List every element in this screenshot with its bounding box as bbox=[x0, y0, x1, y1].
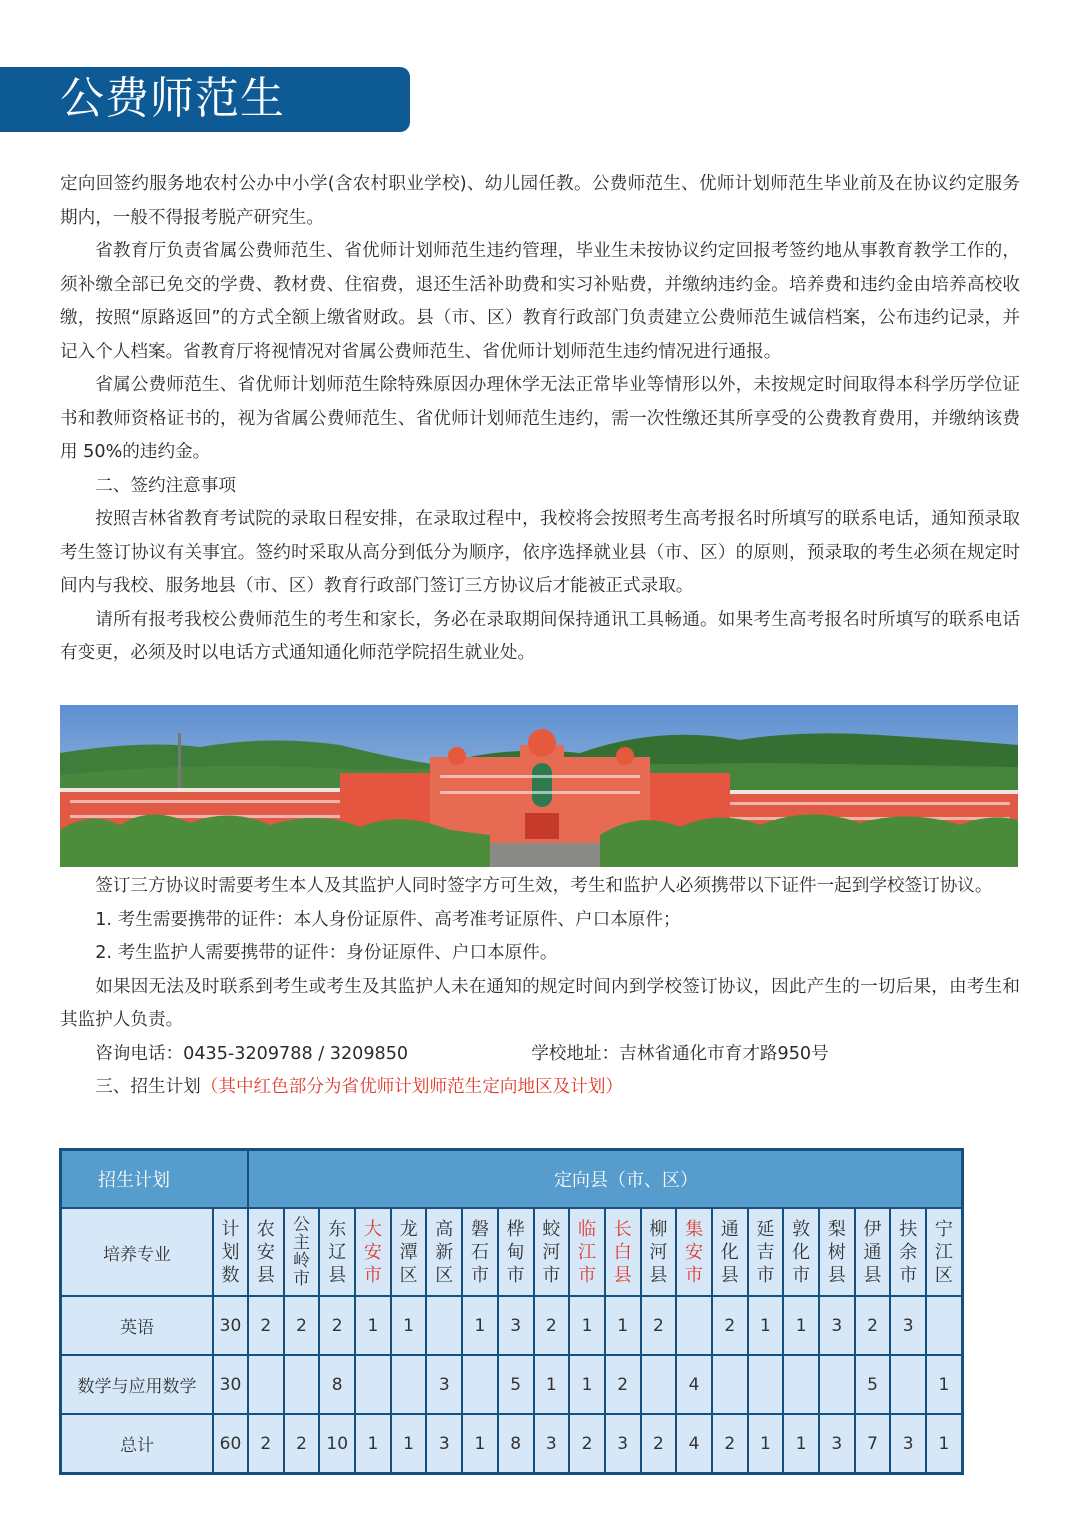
county-header: 高新区 bbox=[426, 1208, 462, 1296]
value-cell bbox=[284, 1355, 320, 1414]
value-cell: 2 bbox=[641, 1414, 677, 1474]
value-cell: 2 bbox=[284, 1414, 320, 1474]
county-header: 磐石市 bbox=[462, 1208, 498, 1296]
value-cell bbox=[248, 1355, 284, 1414]
value-cell: 3 bbox=[605, 1414, 641, 1474]
value-cell: 4 bbox=[676, 1414, 712, 1474]
county-header: 延吉市 bbox=[748, 1208, 784, 1296]
value-cell: 3 bbox=[534, 1414, 570, 1474]
value-cell: 1 bbox=[783, 1296, 819, 1355]
county-header: 公主岭市 bbox=[284, 1208, 320, 1296]
value-cell: 4 bbox=[676, 1355, 712, 1414]
major-cell: 英语 bbox=[61, 1296, 214, 1355]
body-text-top bbox=[60, 168, 1020, 671]
value-cell bbox=[355, 1355, 391, 1414]
value-cell: 3 bbox=[890, 1414, 926, 1474]
value-cell bbox=[676, 1296, 712, 1355]
paragraph: 按照吉林省教育考试院的录取日程安排，在录取过程中，我校将会按照考生高考报名时所填写的联系电话，通知预录取考生签订协议有关事宜。签约时采取从高分到低分为顺序，依序选择就业县（市、区）的原则，预录取的考生必须在规定时间内与我校、服务地县（市、区）教育行政部门签订三方协议后才能被正式录取。 bbox=[60, 509, 1020, 596]
list-item: 1. 考生需要携带的证件：本人身份证原件、高考准考证原件、户口本原件； bbox=[95, 909, 681, 930]
value-cell: 2 bbox=[712, 1414, 748, 1474]
value-cell: 1 bbox=[391, 1296, 427, 1355]
county-header: 伊通县 bbox=[855, 1208, 891, 1296]
county-header: 大安市 bbox=[355, 1208, 391, 1296]
value-cell: 1 bbox=[605, 1296, 641, 1355]
count-cell: 30 bbox=[213, 1296, 248, 1355]
table-subheader-row bbox=[61, 1208, 963, 1296]
value-cell: 8 bbox=[498, 1414, 534, 1474]
value-cell bbox=[783, 1355, 819, 1414]
contact-info bbox=[60, 1038, 1020, 1072]
paragraph: 签订三方协议时需要考生本人及其监护人同时签字方可生效，考生和监护人必须携带以下证件一起到学校签订协议。 bbox=[95, 876, 993, 896]
value-cell: 2 bbox=[534, 1296, 570, 1355]
header-target-counties: 定向县（市、区） bbox=[248, 1150, 962, 1209]
body-text-bottom bbox=[60, 870, 1020, 1105]
county-header: 集安市 bbox=[676, 1208, 712, 1296]
table-row bbox=[61, 1355, 963, 1414]
value-cell: 3 bbox=[498, 1296, 534, 1355]
value-cell bbox=[426, 1296, 462, 1355]
section3-title: 三、招生计划 bbox=[95, 1077, 201, 1097]
county-header: 柳河县 bbox=[641, 1208, 677, 1296]
contact-phone: 咨询电话：0435-3209788 / 3209850 bbox=[95, 1043, 409, 1064]
value-cell: 5 bbox=[855, 1355, 891, 1414]
campus-image bbox=[60, 705, 1018, 867]
value-cell: 2 bbox=[284, 1296, 320, 1355]
value-cell: 3 bbox=[819, 1296, 855, 1355]
paragraph: 如果因无法及时联系到考生或考生及其监护人未在通知的规定时间内到学校签订协议，因此产生的一切后果，由考生和其监护人负责。 bbox=[60, 976, 1020, 1030]
table-row bbox=[61, 1414, 963, 1474]
value-cell: 5 bbox=[498, 1355, 534, 1414]
paragraph: 省教育厅负责省属公费师范生、省优师计划师范生违约管理，毕业生未按协议约定回报考签约地从事教育教学工作的，须补缴全部已免交的学费、教材费、住宿费，退还生活补助费和实习补贴费，并缴纳违约金。培养费和违约金由培养高校收缴，按照“原路返回”的方式全额上缴省财政。县（市、区）教育行政部门负责建立公费师范生诚信档案，公布违约记录，并记入个人档案。省教育厅将视情况对省属公费师范生、省优师计划师范生违约情况进行通报。 bbox=[60, 241, 1020, 362]
paragraph: 请所有报考我校公费师范生的考生和家长，务必在录取期间保持通讯工具畅通。如果考生高考报名时所填写的联系电话有变更，必须及时以电话方式通知通化师范学院招生就业处。 bbox=[60, 609, 1020, 663]
county-header: 敦化市 bbox=[783, 1208, 819, 1296]
value-cell bbox=[926, 1296, 962, 1355]
value-cell bbox=[641, 1355, 677, 1414]
paragraph: 省属公费师范生、省优师计划师范生除特殊原因办理休学无法正常毕业等情形以外，未按规定时间取得本科学历学位证书和教师资格证书的，视为省属公费师范生、省优师计划师范生违约，需一次性缴还其所享受的公费教育费用，并缴纳该费用 50%的违约金。 bbox=[60, 375, 1020, 462]
table-header-row bbox=[61, 1150, 963, 1209]
county-header: 农安县 bbox=[248, 1208, 284, 1296]
value-cell: 2 bbox=[248, 1296, 284, 1355]
value-cell: 1 bbox=[534, 1355, 570, 1414]
county-header: 扶余市 bbox=[890, 1208, 926, 1296]
value-cell bbox=[391, 1355, 427, 1414]
county-header: 东辽县 bbox=[319, 1208, 355, 1296]
value-cell: 1 bbox=[462, 1296, 498, 1355]
county-header: 梨树县 bbox=[819, 1208, 855, 1296]
county-header: 蛟河市 bbox=[534, 1208, 570, 1296]
value-cell: 1 bbox=[355, 1296, 391, 1355]
major-cell: 数学与应用数学 bbox=[61, 1355, 214, 1414]
value-cell: 2 bbox=[319, 1296, 355, 1355]
school-address: 学校地址：吉林省通化市育才路950号 bbox=[531, 1043, 829, 1064]
value-cell: 2 bbox=[855, 1296, 891, 1355]
section3-note: （其中红色部分为省优师计划师范生定向地区及计划） bbox=[200, 1077, 624, 1097]
value-cell: 1 bbox=[355, 1414, 391, 1474]
section-heading bbox=[60, 1071, 1020, 1105]
value-cell: 1 bbox=[783, 1414, 819, 1474]
list-item: 2. 考生监护人需要携带的证件：身份证原件、户口本原件。 bbox=[95, 943, 558, 963]
value-cell bbox=[819, 1355, 855, 1414]
value-cell: 1 bbox=[569, 1355, 605, 1414]
paragraph: 定向回签约服务地农村公办中小学(含农村职业学校)、幼儿园任教。公费师范生、优师计划师范生毕业前及在协议约定服务期内，一般不得报考脱产研究生。 bbox=[60, 174, 1020, 228]
county-header: 通化县 bbox=[712, 1208, 748, 1296]
section-heading: 二、签约注意事项 bbox=[95, 475, 236, 496]
value-cell: 1 bbox=[462, 1414, 498, 1474]
table-row bbox=[61, 1296, 963, 1355]
value-cell bbox=[712, 1355, 748, 1414]
section-title: 公费师范生 bbox=[60, 73, 285, 124]
value-cell: 1 bbox=[748, 1414, 784, 1474]
value-cell bbox=[890, 1355, 926, 1414]
header-enrollment-plan: 招生计划 bbox=[61, 1150, 249, 1209]
col-count-header: 计划数 bbox=[213, 1208, 248, 1296]
value-cell: 3 bbox=[426, 1414, 462, 1474]
value-cell: 3 bbox=[819, 1414, 855, 1474]
value-cell bbox=[462, 1355, 498, 1414]
value-cell: 1 bbox=[926, 1414, 962, 1474]
value-cell: 8 bbox=[319, 1355, 355, 1414]
value-cell: 10 bbox=[319, 1414, 355, 1474]
enrollment-plan-table bbox=[59, 1148, 964, 1475]
value-cell: 2 bbox=[569, 1414, 605, 1474]
county-header: 龙潭区 bbox=[391, 1208, 427, 1296]
value-cell: 3 bbox=[890, 1296, 926, 1355]
county-header: 桦甸市 bbox=[498, 1208, 534, 1296]
value-cell: 7 bbox=[855, 1414, 891, 1474]
value-cell: 1 bbox=[569, 1296, 605, 1355]
value-cell: 3 bbox=[426, 1355, 462, 1414]
value-cell: 2 bbox=[712, 1296, 748, 1355]
value-cell: 2 bbox=[641, 1296, 677, 1355]
col-major-header: 培养专业 bbox=[61, 1208, 214, 1296]
value-cell: 2 bbox=[605, 1355, 641, 1414]
county-header: 宁江区 bbox=[926, 1208, 962, 1296]
value-cell: 1 bbox=[391, 1414, 427, 1474]
count-cell: 30 bbox=[213, 1355, 248, 1414]
section-banner bbox=[0, 67, 410, 132]
county-header: 临江市 bbox=[569, 1208, 605, 1296]
major-cell: 总计 bbox=[61, 1414, 214, 1474]
value-cell: 2 bbox=[248, 1414, 284, 1474]
count-cell: 60 bbox=[213, 1414, 248, 1474]
value-cell: 1 bbox=[748, 1296, 784, 1355]
campus-photo bbox=[60, 705, 1018, 867]
value-cell bbox=[748, 1355, 784, 1414]
county-header: 长白县 bbox=[605, 1208, 641, 1296]
value-cell: 1 bbox=[926, 1355, 962, 1414]
